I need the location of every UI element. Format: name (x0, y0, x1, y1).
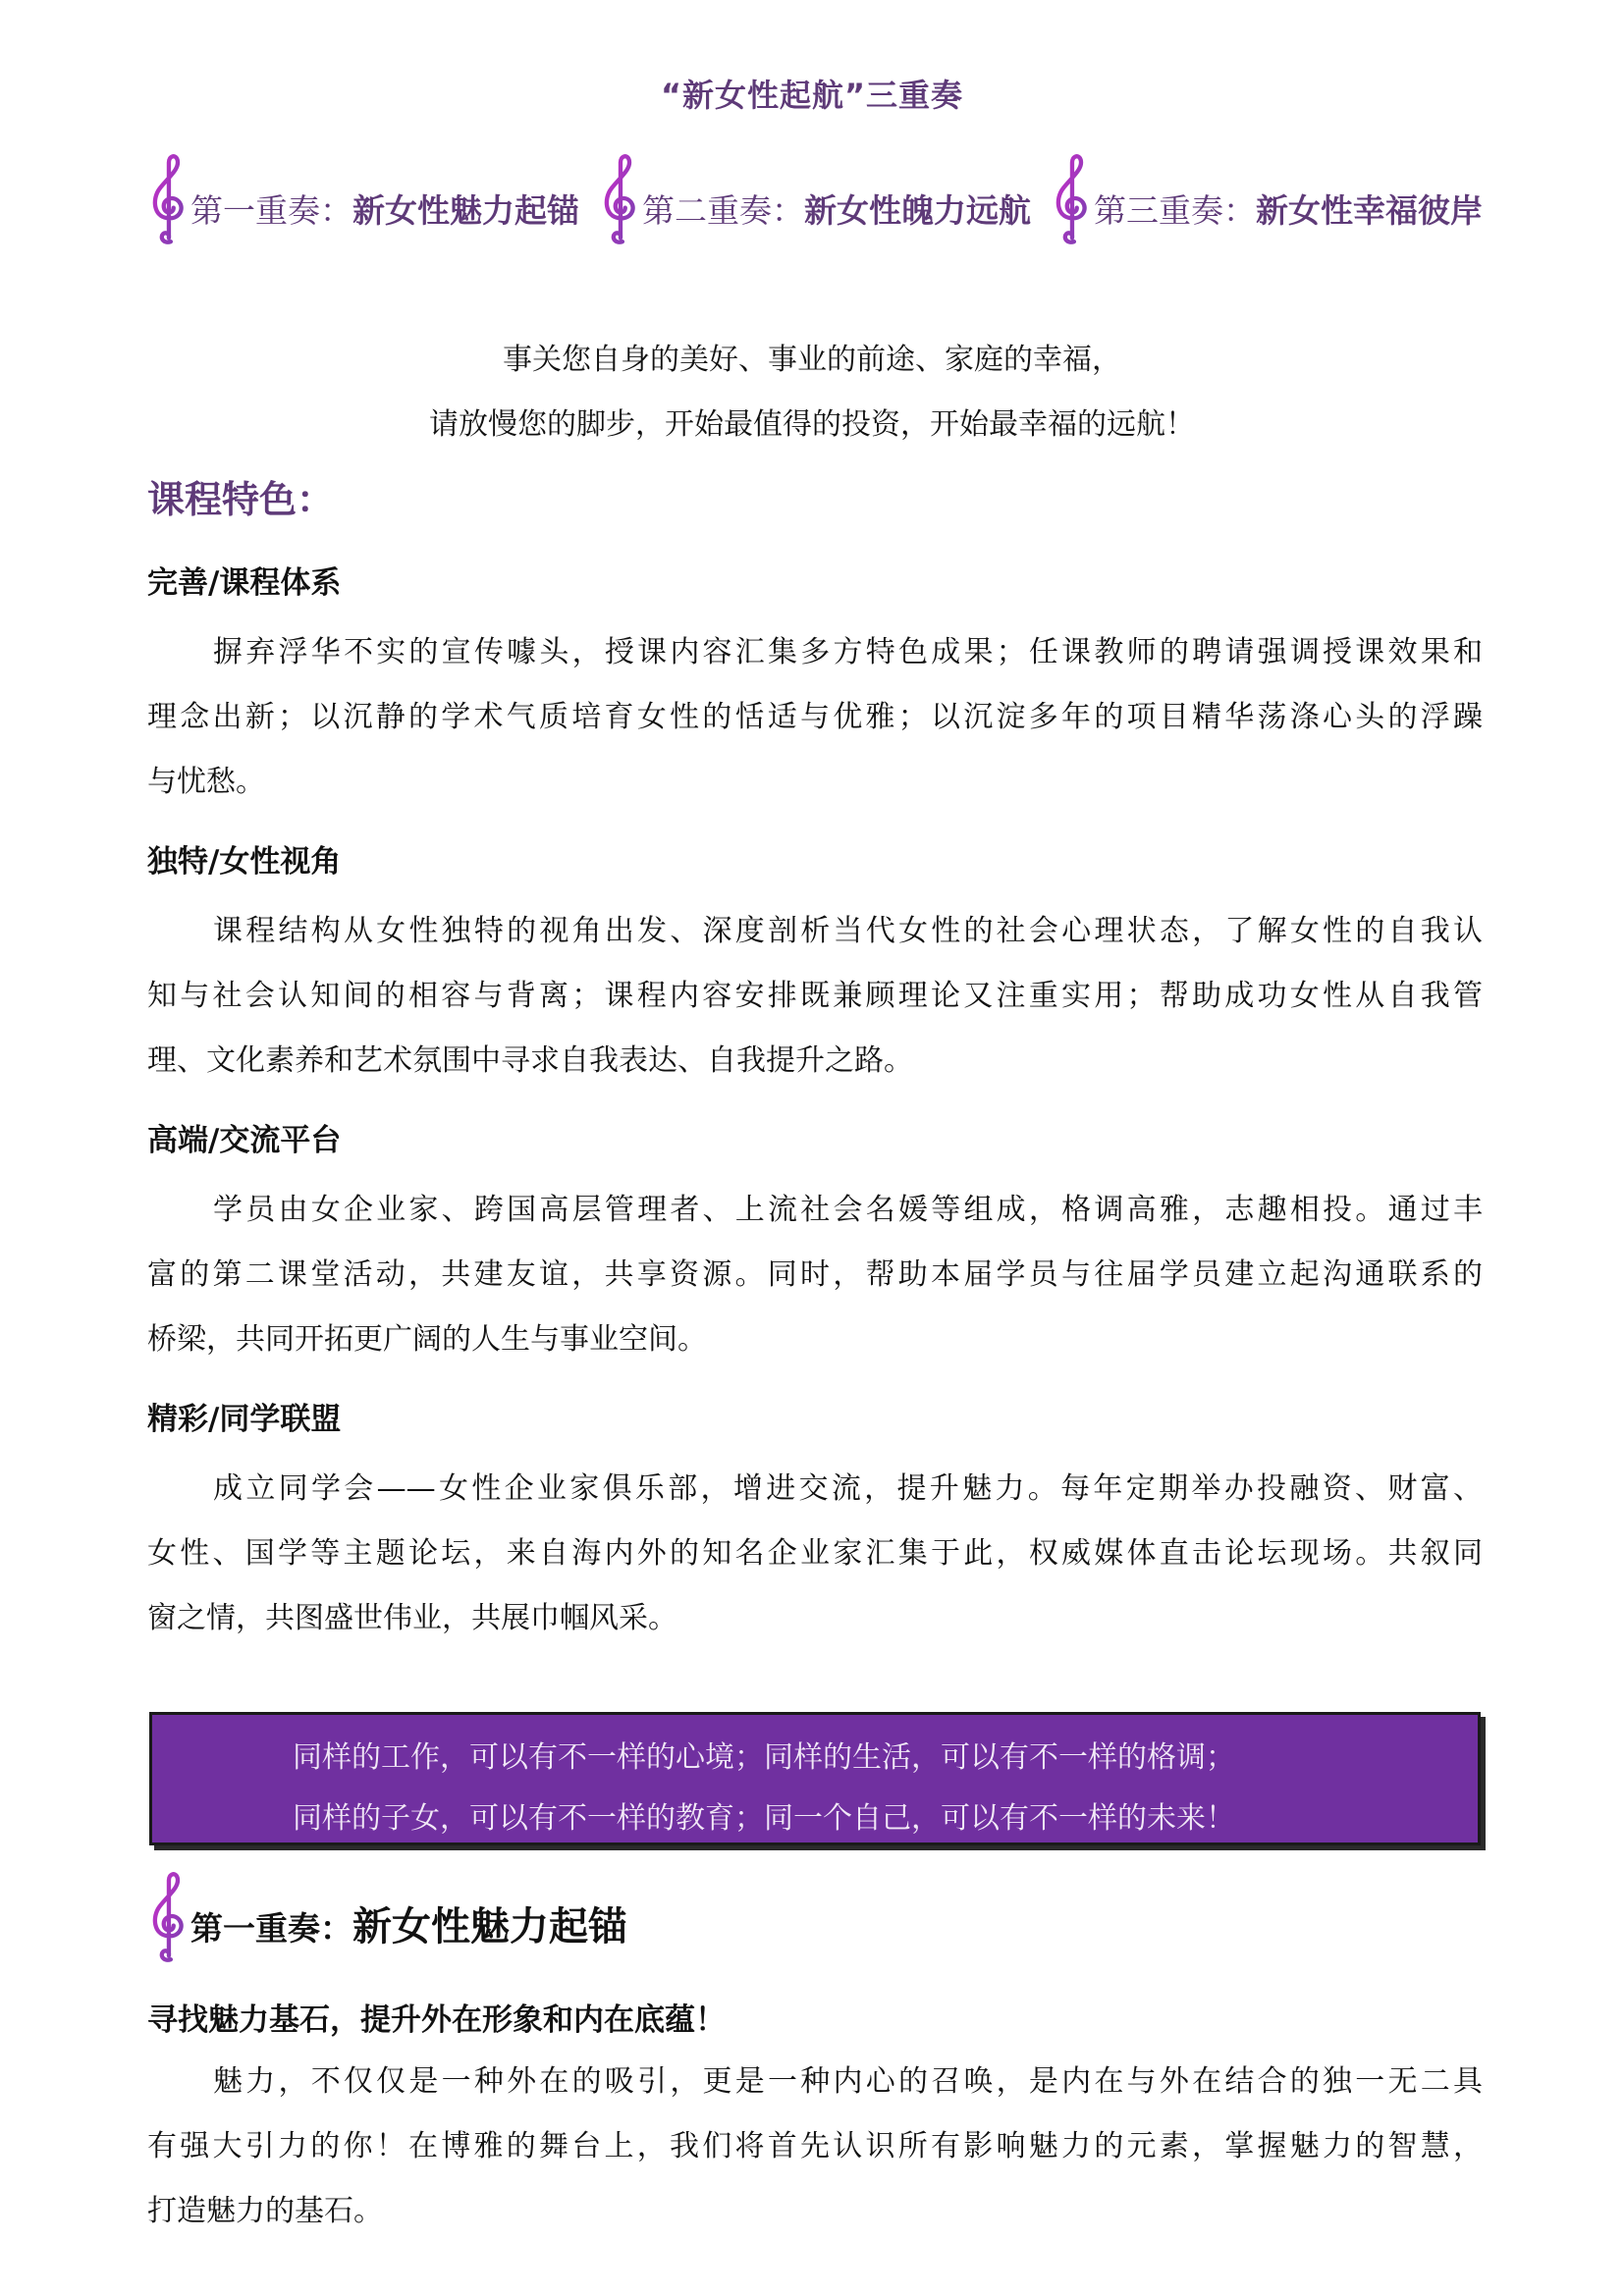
document-title: “新女性起航”三重奏 (660, 77, 964, 114)
feature-paragraph (147, 620, 1483, 815)
first-movement-paragraph (147, 2050, 1483, 2244)
paragraph-line: 摒弃浮华不实的宣传噱头，授课内容汇集多方特色成果；任课教师的聘请强调授课效果和 (213, 635, 1483, 669)
treble-clef-icon (147, 151, 189, 245)
quote-line: 同样的工作，可以有不一样的心境；同样的生活，可以有不一样的格调； (293, 1740, 1235, 1775)
movement-1 (147, 137, 579, 245)
movement-3-prefix: 第三重奏： (1094, 191, 1256, 230)
movement-2 (599, 137, 1031, 245)
movement-3-name: 新女性幸福彼岸 (1256, 191, 1483, 230)
paragraph-line: 学员由女企业家、跨国高层管理者、上流社会名媛等组成，格调高雅，志趣相投。通过丰 (213, 1193, 1483, 1227)
first-movement-prefix: 第一重奏： (190, 1909, 352, 1948)
feature-heading: 高端/交流平台 (147, 1123, 342, 1158)
intro-line: 事关您自身的美好、事业的前途、家庭的幸福， (503, 343, 1121, 377)
paragraph-line: 有强大引力的你！在博雅的舞台上，我们将首先认识所有影响魅力的元素，掌握魅力的智慧， (147, 2129, 1483, 2163)
movement-2-prefix: 第二重奏： (642, 191, 804, 230)
paragraph-line: 理念出新；以沉静的学术气质培育女性的恬适与优雅；以沉淀多年的项目精华荡涤心头的浮躁 (147, 700, 1483, 734)
movement-2-name: 新女性魄力远航 (804, 191, 1031, 230)
treble-clef-icon (1051, 151, 1092, 245)
feature-heading: 精彩/同学联盟 (147, 1402, 342, 1437)
feature-paragraph (147, 1457, 1483, 1651)
movement-1-name: 新女性魅力起锚 (352, 191, 579, 230)
treble-clef-icon (147, 1869, 189, 1963)
intro-line: 请放慢您的脚步，开始最值得的投资，开始最幸福的远航！ (429, 407, 1195, 442)
movement-1-prefix: 第一重奏： (190, 191, 352, 230)
paragraph-line: 理、文化素养和艺术氛围中寻求自我表达、自我提升之路。 (147, 1043, 913, 1078)
quote-line: 同样的子女，可以有不一样的教育；同一个自己，可以有不一样的未来！ (293, 1801, 1235, 1836)
paragraph-line: 富的第二课堂活动，共建友谊，共享资源。同时，帮助本届学员与往届学员建立起沟通联系的 (147, 1257, 1483, 1292)
intro-block (0, 328, 1624, 457)
first-movement-heading (147, 1865, 627, 1963)
paragraph-line: 课程结构从女性独特的视角出发、深度剖析当代女性的社会心理状态，了解女性的自我认 (213, 914, 1483, 948)
paragraph-line: 魅力，不仅仅是一种外在的吸引，更是一种内心的召唤，是内在与外在结合的独一无二具 (213, 2064, 1483, 2099)
feature-paragraph (147, 899, 1483, 1094)
paragraph-line: 成立同学会——女性企业家俱乐部，增进交流，提升魅力。每年定期举办投融资、财富、 (213, 1471, 1483, 1506)
paragraph-line: 桥梁，共同开拓更广阔的人生与事业空间。 (147, 1322, 707, 1357)
movements-row (147, 137, 1502, 245)
paragraph-line: 打造魅力的基石。 (147, 2194, 383, 2228)
paragraph-line: 与忧愁。 (147, 765, 265, 799)
feature-heading: 完善/课程体系 (147, 565, 342, 601)
paragraph-line: 女性、国学等主题论坛，来自海内外的知名企业家汇集于此，权威媒体直击论坛现场。共叙同 (147, 1536, 1483, 1571)
feature-paragraph (147, 1178, 1483, 1372)
movement-3 (1051, 137, 1483, 245)
feature-heading: 独特/女性视角 (147, 844, 342, 880)
first-movement-name: 新女性魅力起锚 (352, 1904, 627, 1949)
features-heading: 课程特色： (147, 478, 335, 521)
quote-box (149, 1712, 1481, 1845)
paragraph-line: 窗之情，共图盛世伟业，共展巾帼风采。 (147, 1601, 677, 1635)
first-movement-subheading: 寻找魅力基石，提升外在形象和内在底蕴！ (147, 2002, 726, 2038)
paragraph-line: 知与社会认知间的相容与背离；课程内容安排既兼顾理论又注重实用；帮助成功女性从自我管 (147, 979, 1483, 1013)
treble-clef-icon (599, 151, 640, 245)
